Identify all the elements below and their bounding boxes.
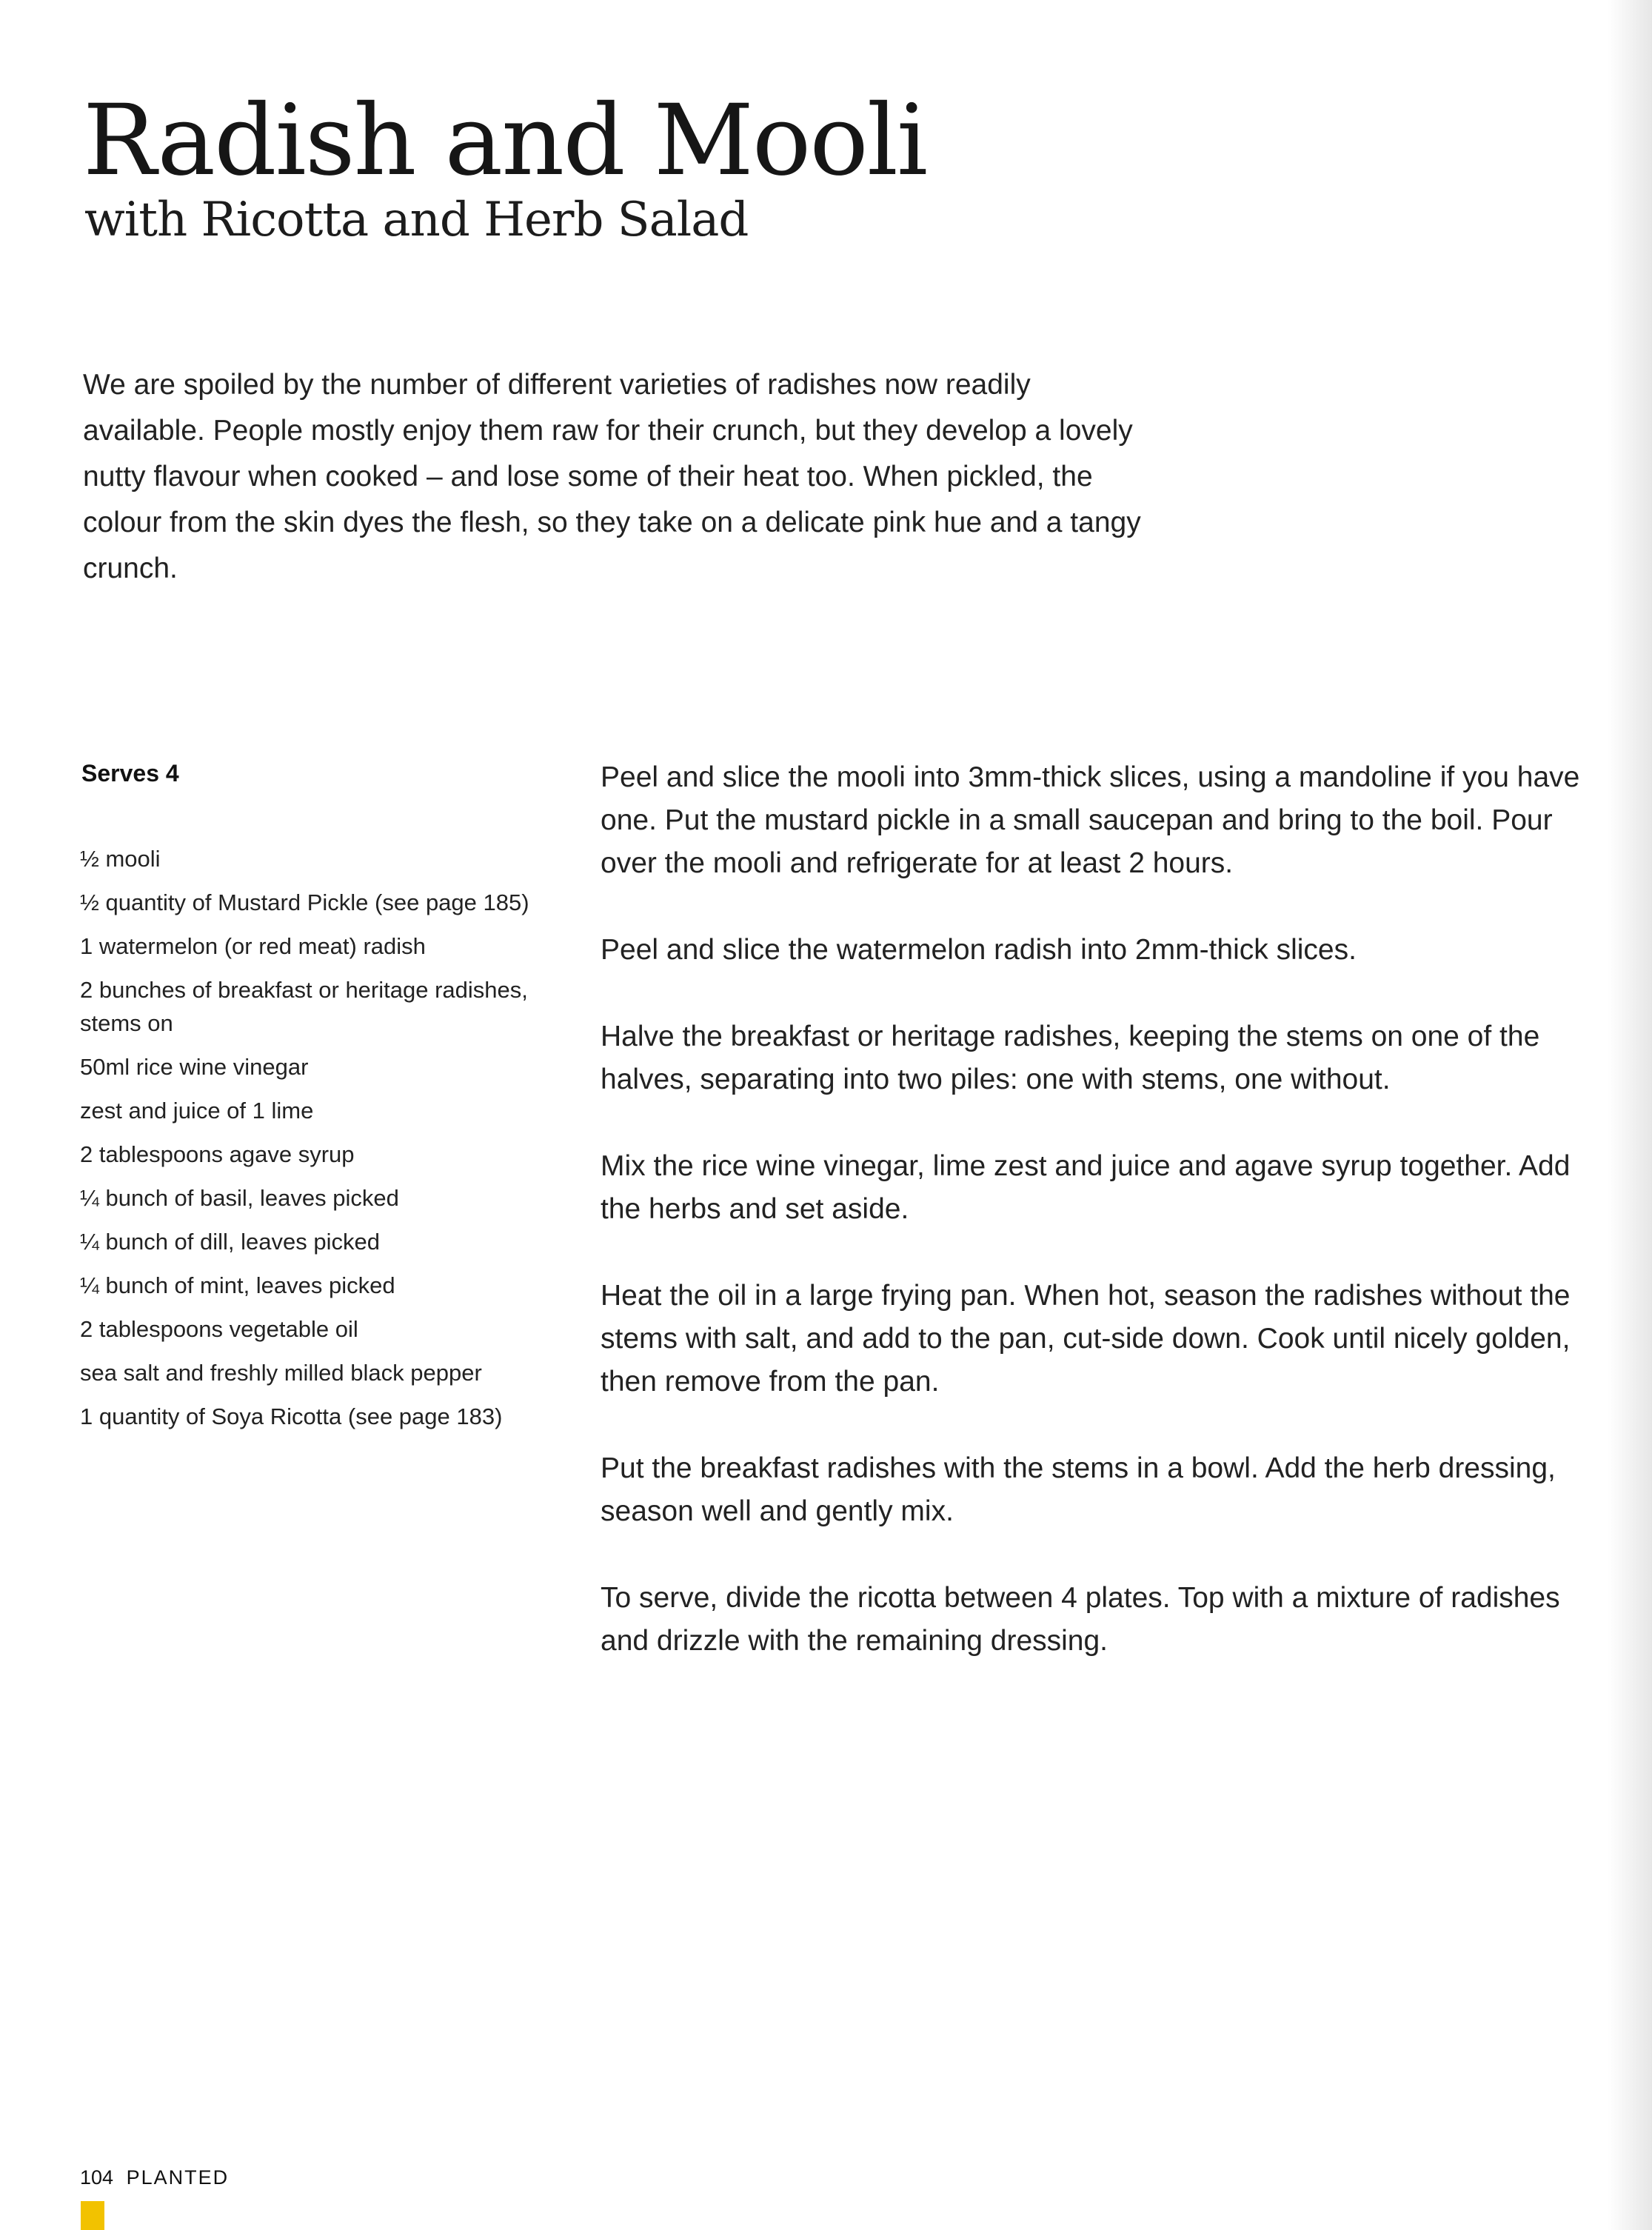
ingredient-item: 2 tablespoons agave syrup: [80, 1141, 355, 1167]
ingredient-item: 1 quantity of Soya Ricotta (see page 183): [80, 1403, 503, 1429]
recipe-intro: We are spoiled by the number of different varieties of radishes now readily available. People mostly enjoy them raw for their crunch, but they develop a lovely nutty flavour when cooked – and lose some of their heat too. When pickled, the colour from the skin dyes the flesh, so they take on a delicate pink hue and a tangy crunch.: [83, 369, 1141, 584]
ingredient-item: ½ mooli: [80, 846, 161, 872]
page-number: 104: [80, 2166, 114, 2189]
method-step: Halve the breakfast or heritage radishes, keeping the stems on one of the halves, separating into two piles: one with stems, one without.: [601, 1021, 1540, 1095]
method-steps: [601, 756, 1600, 1706]
method-step: Peel and slice the watermelon radish into 2mm-thick slices.: [601, 934, 1357, 966]
ingredient-item: zest and juice of 1 lime: [80, 1098, 314, 1124]
book-title: PLANTED: [126, 2166, 230, 2189]
ingredient-list: [80, 842, 583, 1443]
ingredient-item: 2 bunches of breakfast or heritage radishes, stems on: [80, 977, 528, 1036]
recipe-subtitle: with Ricotta and Herb Salad: [84, 193, 749, 247]
ingredient-item: sea salt and freshly milled black pepper: [80, 1360, 482, 1386]
method-step: Put the breakfast radishes with the stems in a bowl. Add the herb dressing, season well and gently mix.: [601, 1452, 1556, 1527]
serves-label: Serves 4: [81, 760, 179, 787]
ingredient-item: ¼ bunch of dill, leaves picked: [80, 1229, 380, 1255]
page-edge-shadow: [1608, 0, 1652, 2230]
ingredient-item: ¼ bunch of basil, leaves picked: [80, 1185, 399, 1211]
ingredient-item: ½ quantity of Mustard Pickle (see page 185): [80, 889, 529, 915]
ingredient-item: 1 watermelon (or red meat) radish: [80, 933, 426, 959]
method-step: Mix the rice wine vinegar, lime zest and juice and agave syrup together. Add the herbs and set aside.: [601, 1150, 1571, 1225]
method-step: Peel and slice the mooli into 3mm-thick slices, using a mandoline if you have one. Put the mustard pickle in a small saucepan and bring to the boil. Pour over the mooli and refrigerate for at least 2 hours.: [601, 761, 1580, 879]
method-step: To serve, divide the ricotta between 4 plates. Top with a mixture of radishes and drizzle with the remaining dressing.: [601, 1582, 1560, 1657]
ingredient-item: 50ml rice wine vinegar: [80, 1054, 309, 1080]
recipe-title: Radish and Mooli: [83, 84, 927, 198]
method-step: Heat the oil in a large frying pan. When hot, season the radishes without the stems with salt, and add to the pan, cut-side down. Cook until nicely golden, then remove from the pan.: [601, 1280, 1571, 1398]
chapter-tab-marker: [81, 2201, 104, 2230]
ingredient-item: 2 tablespoons vegetable oil: [80, 1316, 358, 1342]
ingredient-item: ¼ bunch of mint, leaves picked: [80, 1272, 395, 1298]
page-footer: [80, 2166, 229, 2189]
